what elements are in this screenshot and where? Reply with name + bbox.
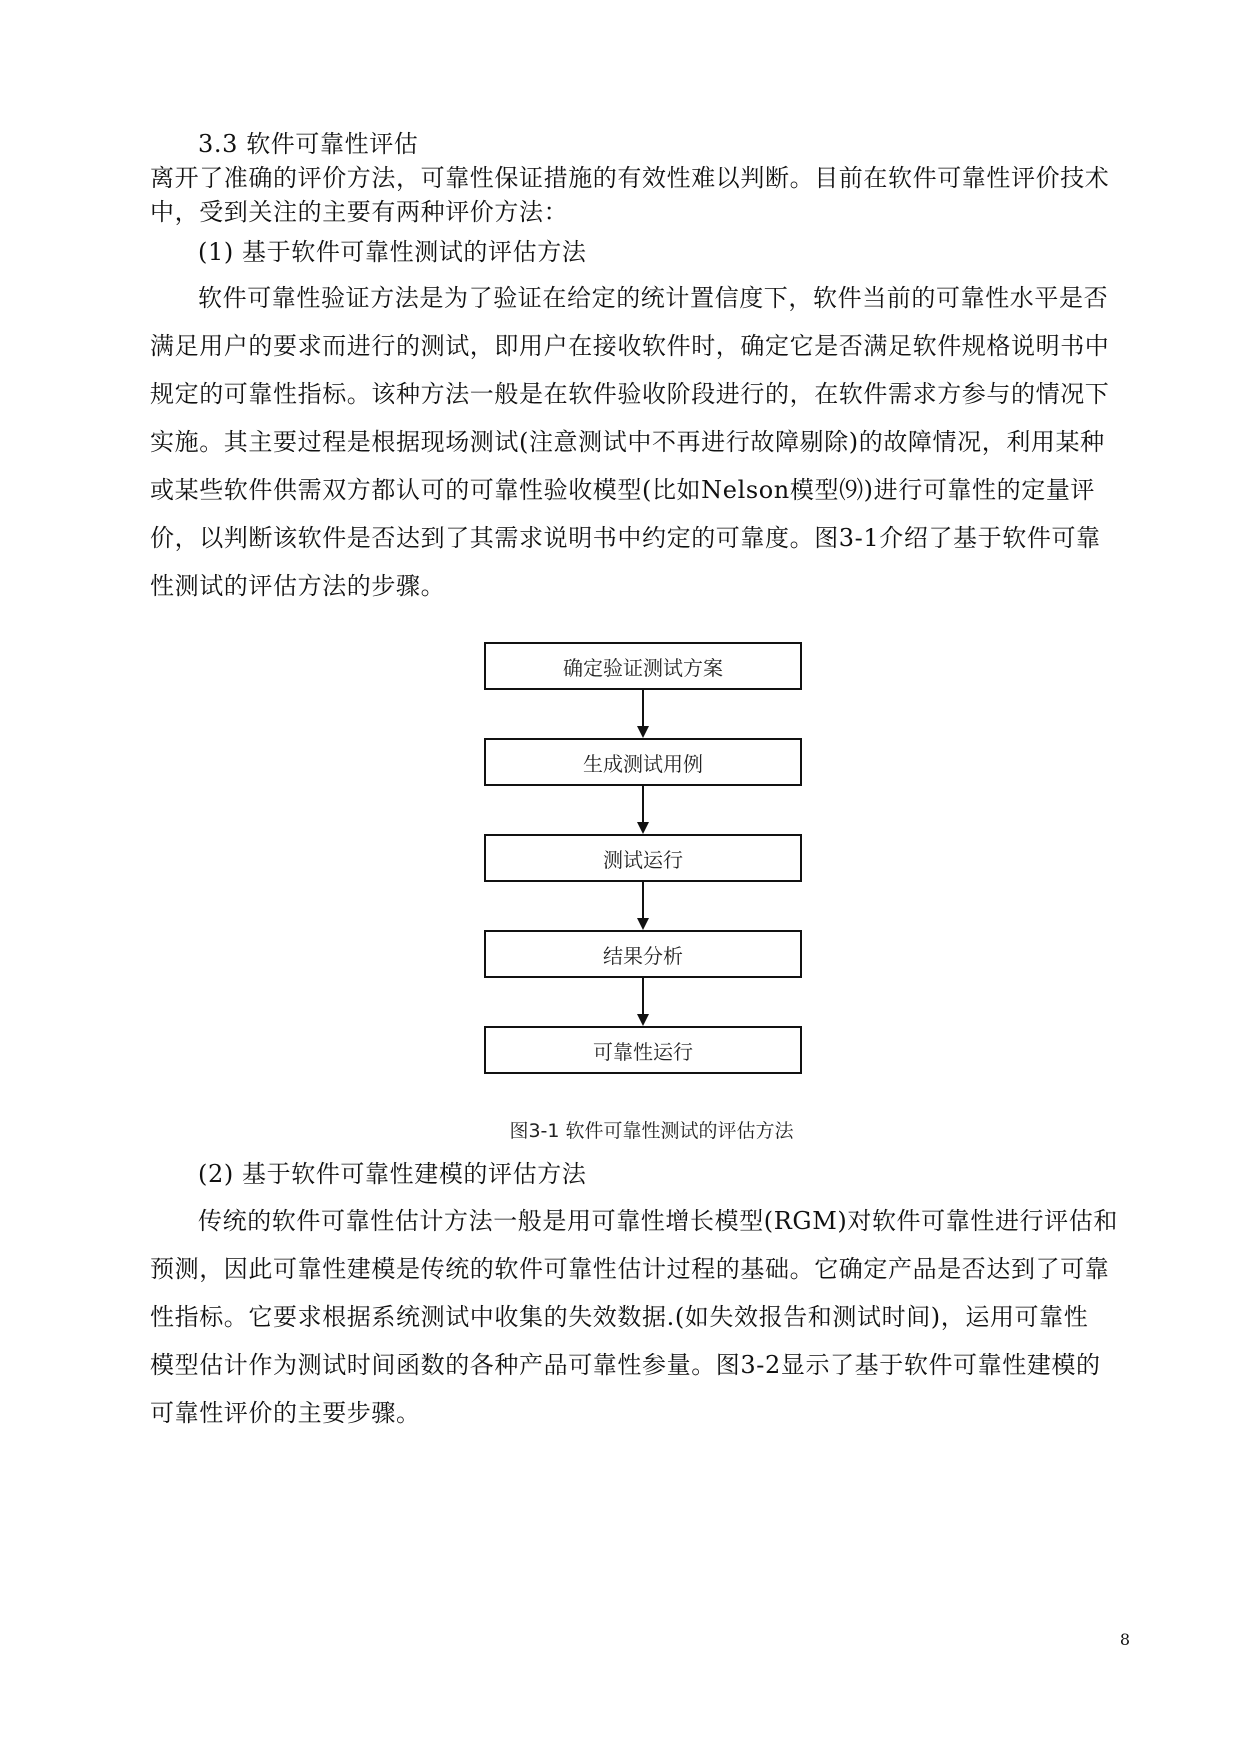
flow-arrow-3 xyxy=(631,882,655,930)
intro-line-2: 中，受到关注的主要有两种评价方法： xyxy=(150,198,569,226)
method2-line-5: 可靠性评价的主要步骤。 xyxy=(150,1399,421,1427)
method2-line-3: 性指标。它要求根据系统测试中收集的失效数据.(如失效报告和测试时间)，运用可靠性 xyxy=(150,1303,1089,1331)
method1-line-2: 满足用户的要求而进行的测试，即用户在接收软件时，确定它是否满足软件规格说明书中 xyxy=(150,332,1110,360)
flow-step-1: 确定验证测试方案 xyxy=(484,642,802,690)
method1-heading: (1) 基于软件可靠性测试的评估方法 xyxy=(198,238,587,266)
method1-line-6: 价，以判断该软件是否达到了其需求说明书中约定的可靠度。图3-1介绍了基于软件可靠 xyxy=(150,524,1101,552)
intro-line-1: 离开了准确的评价方法，可靠性保证措施的有效性难以判断。目前在软件可靠性评价技术 xyxy=(150,164,1110,192)
method2-line-2: 预测，因此可靠性建模是传统的软件可靠性估计过程的基础。它确定产品是否达到了可靠 xyxy=(150,1255,1110,1283)
page-number: 8 xyxy=(1119,1630,1130,1649)
flow-step-5: 可靠性运行 xyxy=(484,1026,802,1074)
flow-step-3: 测试运行 xyxy=(484,834,802,882)
method1-line-4: 实施。其主要过程是根据现场测试(注意测试中不再进行故障剔除)的故障情况，利用某种 xyxy=(150,428,1105,456)
flow-arrow-1 xyxy=(631,690,655,738)
section-heading: 3.3 软件可靠性评估 xyxy=(198,130,419,158)
method1-line-1: 软件可靠性验证方法是为了验证在给定的统计置信度下，软件当前的可靠性水平是否 xyxy=(198,284,1109,312)
method1-line-5: 或某些软件供需双方都认可的可靠性验收模型(比如Nelson模型⑼)进行可靠性的定量评 xyxy=(150,476,1096,504)
method1-line-3: 规定的可靠性指标。该种方法一般是在软件验收阶段进行的，在软件需求方参与的情况下 xyxy=(150,380,1110,408)
method2-heading: (2) 基于软件可靠性建模的评估方法 xyxy=(198,1160,587,1188)
flow-arrow-2 xyxy=(631,786,655,834)
flow-arrow-4 xyxy=(631,978,655,1026)
method2-line-4: 模型估计作为测试时间函数的各种产品可靠性参量。图3-2显示了基于软件可靠性建模的 xyxy=(150,1351,1101,1379)
flow-step-2: 生成测试用例 xyxy=(484,738,802,786)
method2-line-1: 传统的软件可靠性估计方法一般是用可靠性增长模型(RGM)对软件可靠性进行评估和 xyxy=(198,1207,1118,1235)
figure-caption: 图3-1 软件可靠性测试的评估方法 xyxy=(509,1120,794,1142)
method1-line-7: 性测试的评估方法的步骤。 xyxy=(150,572,446,600)
flow-step-4: 结果分析 xyxy=(484,930,802,978)
